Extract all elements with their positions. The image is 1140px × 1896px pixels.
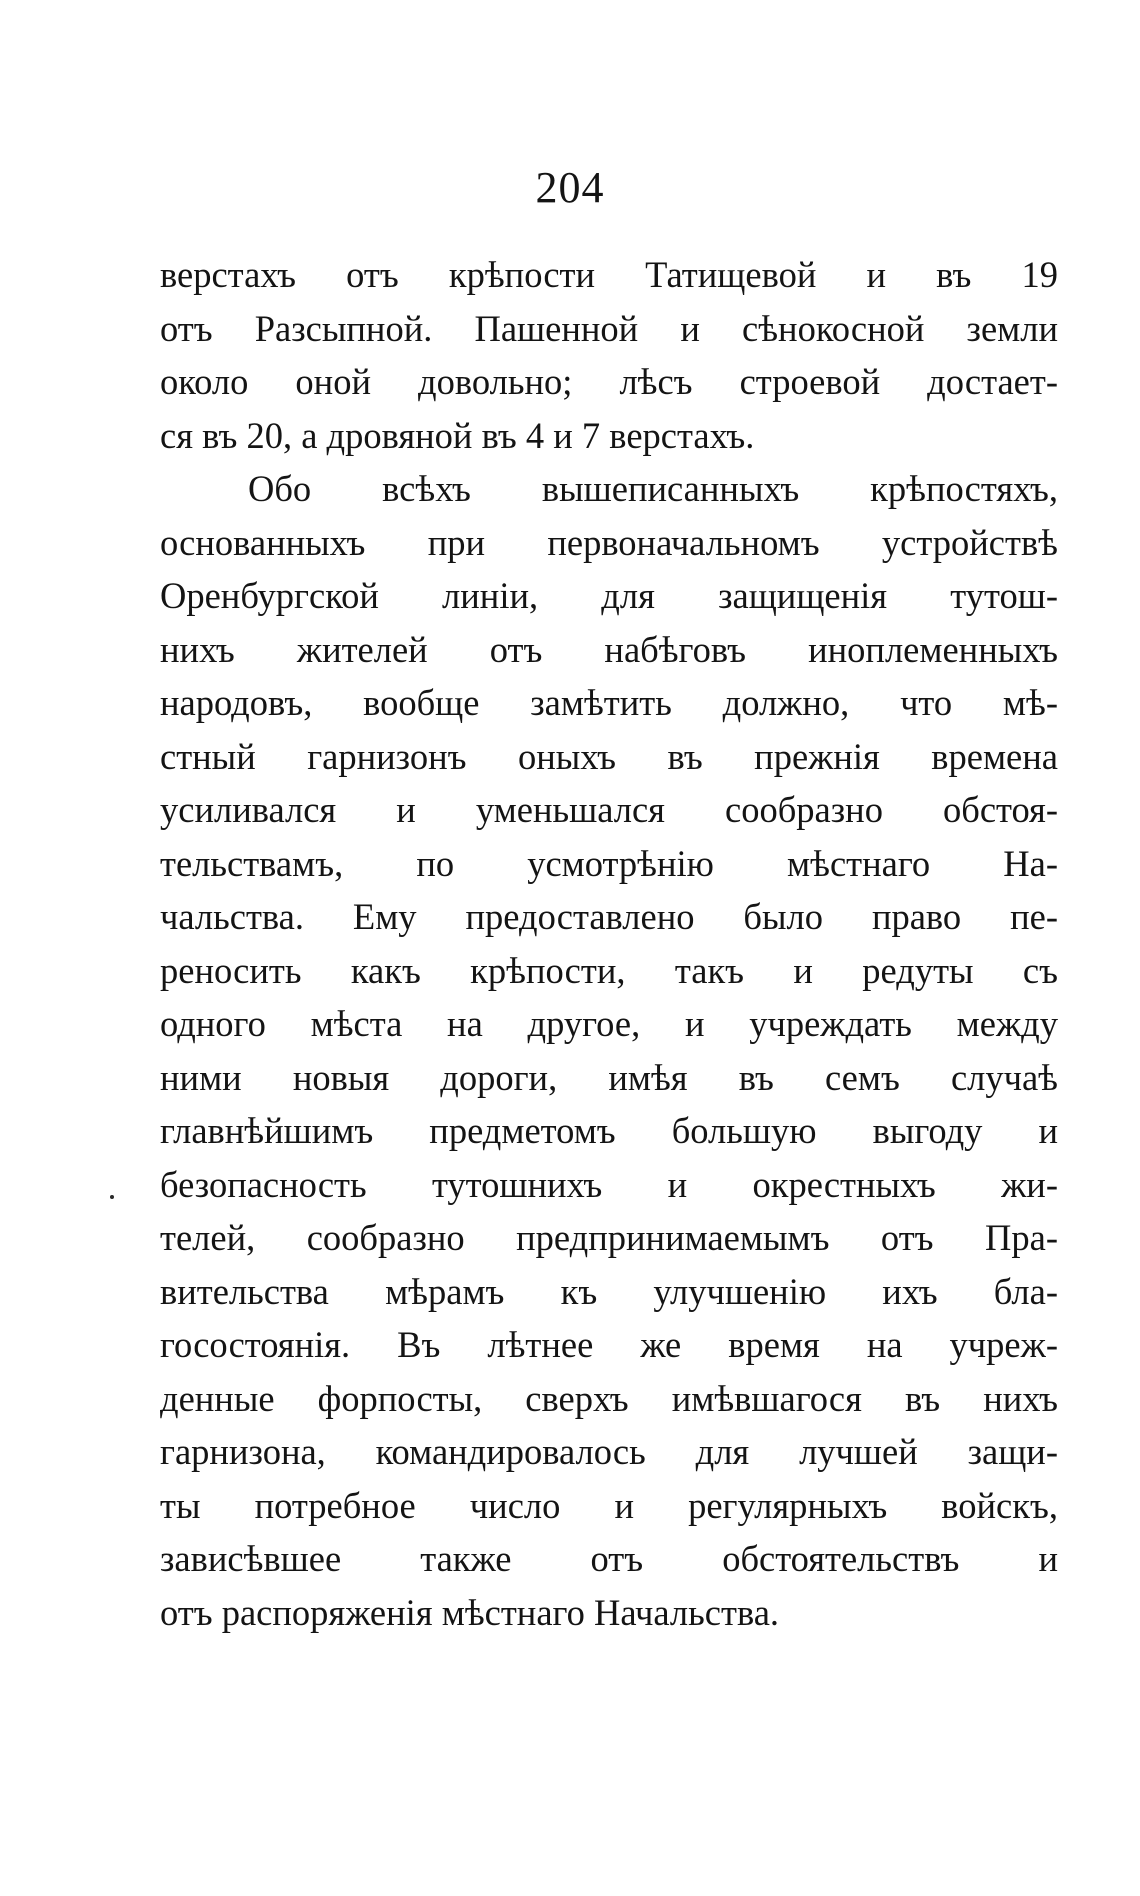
- text-line: вительства мѣрамъ къ улучшенію ихъ бла-: [160, 1270, 1058, 1312]
- text-line: нихъ жителей отъ набѣговъ иноплеменныхъ: [160, 628, 1058, 670]
- text-line: чальства. Ему предоставлено было право пе-: [160, 896, 1058, 937]
- text-line: реносить какъ крѣпости, такъ и редуты съ: [160, 949, 1058, 991]
- text-line: тельствамъ, по усмотрѣнію мѣстнаго На-: [160, 842, 1058, 884]
- text-line: народовъ, вообще замѣтить должно, что мѣ-: [160, 682, 1058, 723]
- text-line: Оренбургской линіи, для защищенія тутош-: [160, 575, 1058, 616]
- text-line: усиливался и уменьшался сообразно обстоя-: [160, 789, 1058, 830]
- text-line: около оной довольно; лѣсъ строевой достает-: [160, 361, 1058, 402]
- text-line: ними новыя дороги, имѣя въ семъ случаѣ: [160, 1056, 1058, 1098]
- text-line-paragraph-end: ся въ 20, а дровяной въ 4 и 7 верстахъ.: [160, 414, 755, 456]
- text-line: главнѣйшимъ предметомъ большую выгоду и: [160, 1110, 1058, 1151]
- body-text: [160, 248, 1058, 1639]
- text-line-paragraph-end: отъ распоряженія мѣстнаго Начальства.: [160, 1591, 780, 1633]
- text-line-paragraph-start: Обо всѣхъ вышеписанныхъ крѣпостяхъ,: [248, 468, 1058, 509]
- text-line: гарнизона, командировалось для лучшей защи-: [160, 1431, 1058, 1472]
- ink-speck: [110, 1195, 114, 1199]
- page-number: 204: [535, 163, 605, 212]
- text-line: телей, сообразно предпринимаемымъ отъ Пра-: [160, 1217, 1058, 1258]
- text-line: госостоянія. Въ лѣтнее же время на учреж-: [160, 1324, 1058, 1365]
- text-line: основанныхъ при первоначальномъ устройствѣ: [160, 521, 1058, 563]
- text-line: отъ Разсыпной. Пашенной и сѣнокосной земли: [160, 307, 1058, 349]
- text-line: безопасность тутошнихъ и окрестныхъ жи-: [160, 1163, 1058, 1205]
- text-line: ты потребное число и регулярныхъ войскъ,: [160, 1484, 1058, 1526]
- text-line: денные форпосты, сверхъ имѣвшагося въ нихъ: [160, 1377, 1058, 1419]
- text-line: верстахъ отъ крѣпости Татищевой и въ 19: [160, 254, 1058, 295]
- text-line: одного мѣста на другое, и учреждать между: [160, 1003, 1058, 1044]
- text-line: зависѣвшее также отъ обстоятельствъ и: [160, 1538, 1058, 1579]
- text-line: стный гарнизонъ оныхъ въ прежнія времена: [160, 735, 1058, 777]
